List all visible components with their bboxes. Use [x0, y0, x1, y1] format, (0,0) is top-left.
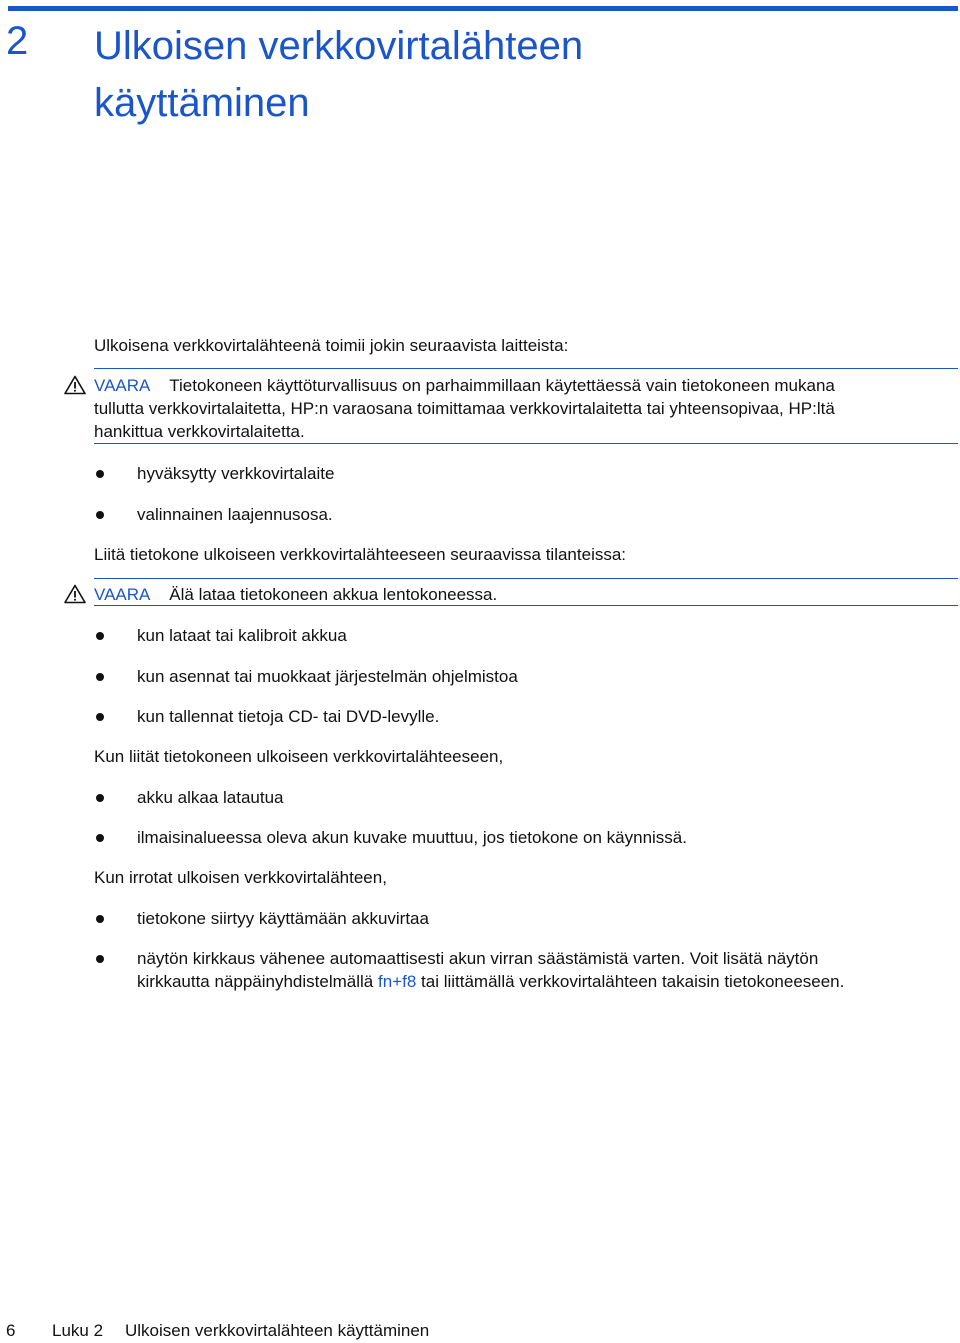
warning-triangle-icon [64, 375, 86, 395]
page-number: 6 [6, 1321, 16, 1340]
warning-text-line-1: Tietokoneen käyttöturvallisuus on parhaimmillaan käytettäessä vain tietokoneen mukana [169, 376, 835, 395]
intro-paragraph: Ulkoisena verkkovirtalähteenä toimii jokin seuraavista laitteista: [94, 336, 569, 355]
key-combination-link[interactable]: fn+f8 [377, 972, 417, 991]
paragraph-connect-situations: Liitä tietokone ulkoiseen verkkovirtalähteeseen seuraavissa tilanteissa: [94, 545, 627, 564]
list-item-line-2: kirkkautta näppäinyhdistelmällä [137, 972, 374, 991]
bullet-icon [96, 915, 104, 923]
warning-triangle-icon [64, 584, 86, 604]
bullet-icon [96, 632, 104, 640]
list-item-line-1: näytön kirkkaus vähenee automaattisesti akun virran säästämistä varten. Voit lisätä näytön [137, 949, 819, 968]
paragraph-when-disconnecting: Kun irrotat ulkoisen verkkovirtalähteen, [94, 868, 387, 887]
warning-text-line-2: tullutta verkkovirtalaitetta, HP:n varaosana toimittamaa verkkovirtalaitetta tai yhteensopivaa, HP:ltä [94, 399, 835, 418]
bullet-icon [96, 713, 104, 721]
warning-bottom-rule [94, 605, 958, 606]
warning-label: VAARA [94, 585, 151, 604]
warning-top-rule [94, 368, 958, 369]
warning-top-rule [94, 578, 958, 579]
warning-bottom-rule [94, 443, 958, 444]
chapter-title-line-2: käyttäminen [94, 81, 310, 125]
chapter-number: 2 [6, 19, 29, 63]
warning-text-line-3: hankittua verkkovirtalaitetta. [94, 422, 305, 441]
top-rule [8, 6, 958, 11]
list-item-line-2-end: tai liittämällä verkkovirtalähteen takaisin tietokoneeseen. [421, 972, 845, 991]
bullet-icon [96, 794, 104, 802]
bullet-icon [96, 511, 104, 519]
bullet-icon [96, 834, 104, 842]
warning-block [94, 583, 954, 606]
warning-block [94, 374, 954, 443]
bullet-icon [96, 955, 104, 963]
warning-label: VAARA [94, 376, 151, 395]
warning-text: Älä lataa tietokoneen akkua lentokoneessa. [169, 585, 498, 604]
footer-chapter-title: Ulkoisen verkkovirtalähteen käyttäminen [125, 1321, 430, 1340]
bullet-icon [96, 673, 104, 681]
footer-chapter-label: Luku 2 [52, 1321, 104, 1340]
chapter-title [94, 18, 914, 132]
bullet-icon [96, 470, 104, 478]
paragraph-when-connecting: Kun liität tietokoneen ulkoiseen verkkovirtalähteeseen, [94, 747, 504, 766]
chapter-title-line-1: Ulkoisen verkkovirtalähteen [94, 24, 584, 68]
